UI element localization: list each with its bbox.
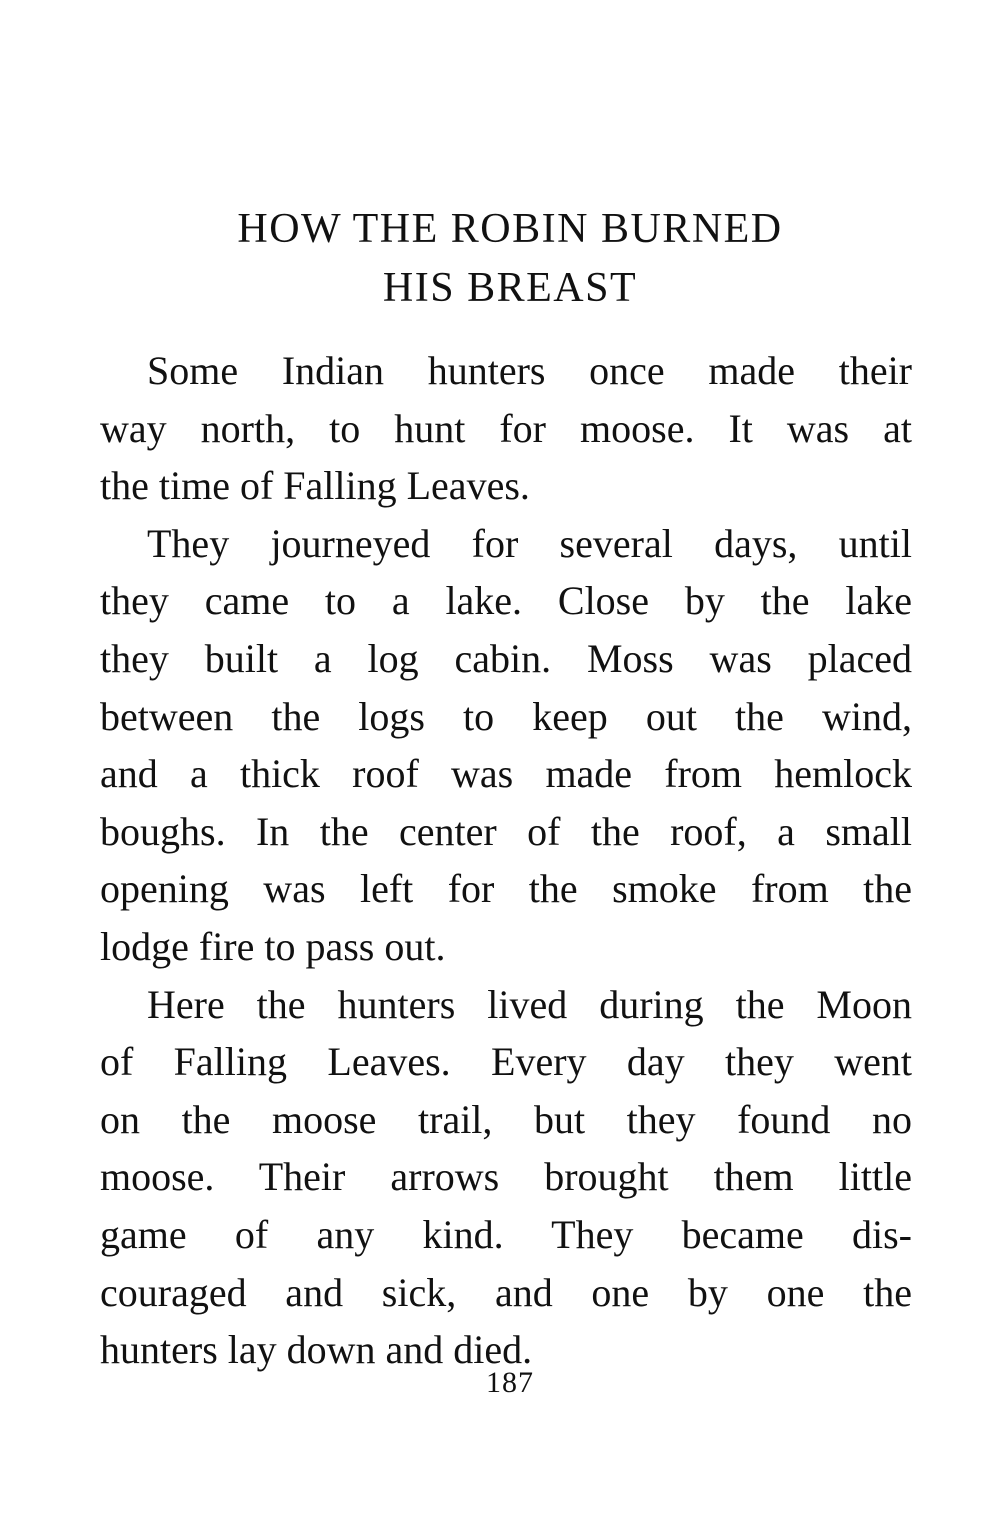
text-line: on the moose trail, but they found no: [100, 1096, 912, 1142]
text-line: game of any kind. They became dis-: [100, 1211, 912, 1257]
body-text: [100, 342, 912, 1379]
paragraph-1: [100, 342, 912, 515]
text-line: they came to a lake. Close by the lake: [100, 578, 912, 624]
text-line: boughs. In the center of the roof, a small: [100, 808, 912, 854]
text-line: They journeyed for several days, until: [147, 520, 912, 566]
text-line: Here the hunters lived during the Moon: [147, 981, 912, 1027]
text-line: of Falling Leaves. Every day they went: [100, 1039, 912, 1085]
text-line: hunters lay down and died.: [100, 1327, 533, 1373]
text-line: way north, to hunt for moose. It was at: [100, 405, 912, 451]
paragraph-3: [100, 976, 912, 1379]
chapter-title-line-1: HOW THE ROBIN BURNED: [237, 206, 783, 252]
text-line: opening was left for the smoke from the: [100, 866, 912, 912]
chapter-title: [0, 200, 1000, 318]
text-line: Some Indian hunters once made their: [147, 348, 912, 393]
paragraph-2: [100, 515, 912, 976]
text-line: moose. Their arrows brought them little: [100, 1154, 912, 1200]
text-line: and a thick roof was made from hemlock: [100, 751, 912, 797]
text-line: lodge fire to pass out.: [100, 923, 446, 969]
text-line: the time of Falling Leaves.: [100, 463, 530, 509]
text-line: couraged and sick, and one by one the: [100, 1269, 912, 1315]
chapter-title-line-2: HIS BREAST: [382, 265, 638, 311]
page-number: 187: [486, 1366, 534, 1399]
text-line: between the logs to keep out the wind,: [100, 693, 912, 739]
text-line: they built a log cabin. Moss was placed: [100, 635, 912, 681]
